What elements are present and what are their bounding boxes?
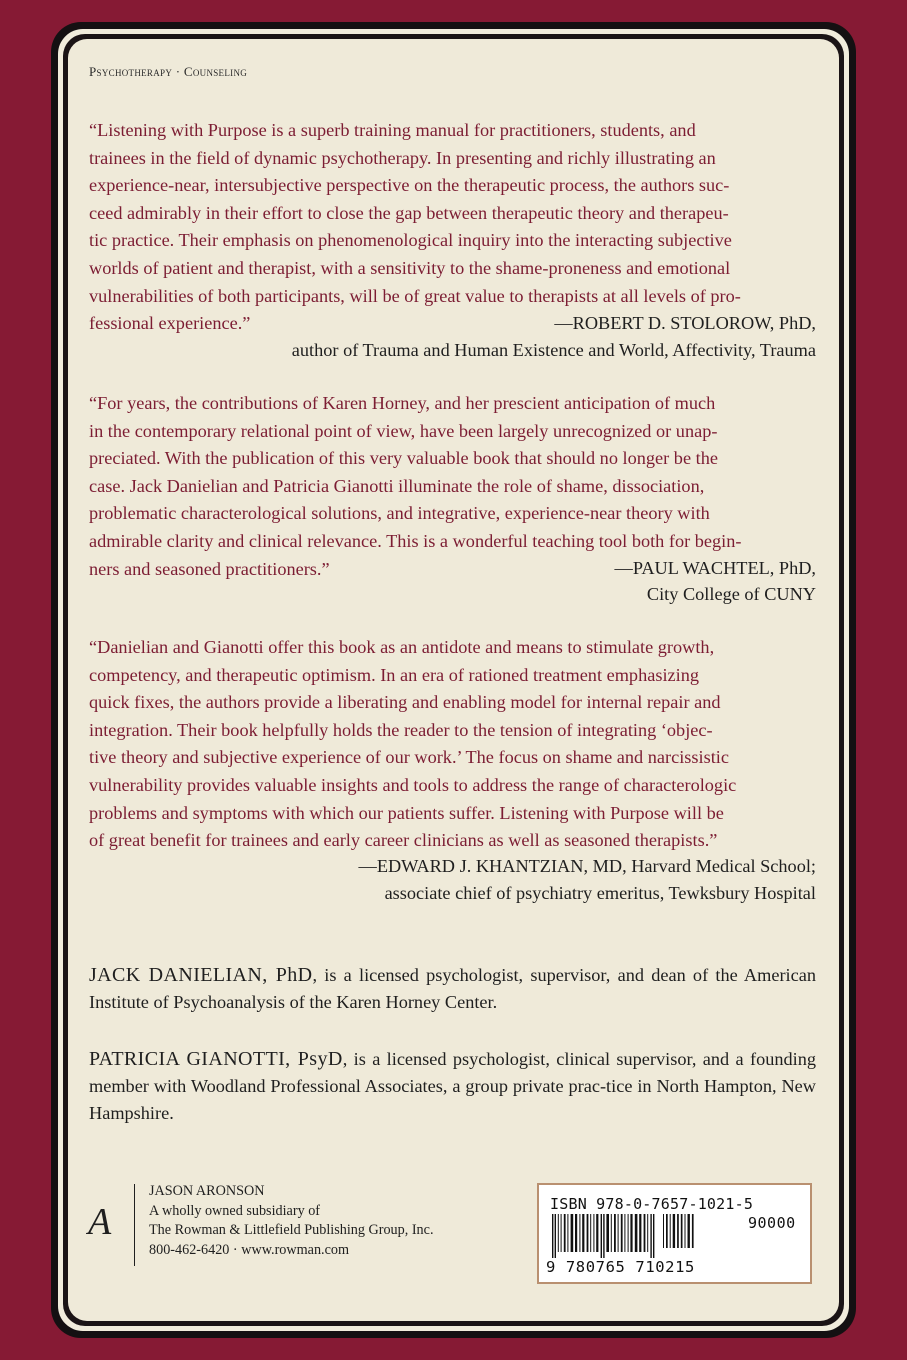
blurb-line: case. Jack Danielian and Patricia Gianotti illuminate the role of shame, dissociation,: [89, 475, 705, 496]
barcode-bar: [593, 1214, 594, 1252]
barcode-bar: [673, 1214, 675, 1248]
barcode-bar: [590, 1214, 591, 1252]
barcode-bar: [601, 1214, 602, 1258]
blurb-line: tive theory and subjective experience of our work.’ The focus on shame and narcissistic: [89, 747, 729, 768]
blurb-khantzian: [89, 634, 816, 855]
blurb-line: problems and symptoms with which our patients suffer. Listening with Purpose will be: [89, 802, 724, 823]
barcode-digits: 9 780765 710215: [546, 1258, 695, 1276]
blurb-line: vulnerabilities of both participants, will be of great value to therapists at all levels of pro-: [89, 285, 741, 306]
barcode-bar: [653, 1214, 654, 1258]
barcode-bar: [624, 1214, 625, 1252]
barcode-bar: [596, 1214, 598, 1252]
barcode-bar: [606, 1214, 609, 1252]
attribution-khantzian-name: —EDWARD J. KHANTZIAN, MD, Harvard Medical School;: [358, 856, 816, 876]
barcode-bar: [639, 1214, 641, 1252]
bio-name: PATRICIA GIANOTTI, PsyD: [89, 1048, 343, 1070]
blurb-line: trainees in the field of dynamic psychotherapy. In presenting and richly illustrating an: [89, 147, 716, 168]
attribution-stolorow-role: author of Trauma and Human Existence and World, Affectivity, Trauma: [291, 340, 816, 360]
barcode-bar: [571, 1214, 574, 1252]
publisher-info: [149, 1182, 434, 1260]
barcode-bar: [564, 1214, 566, 1252]
attribution-wachtel-role: City College of CUNY: [646, 584, 816, 604]
barcode-bar: [582, 1214, 584, 1252]
isbn-text: ISBN 978-0-7657-1021-5: [550, 1195, 754, 1213]
blurb-line: ners and seasoned practitioners.”: [89, 558, 330, 579]
barcode-bar: [630, 1214, 632, 1252]
category-label: [89, 64, 247, 80]
blurb-line: experience-near, intersubjective perspective on the therapeutic process, the authors suc-: [89, 175, 730, 196]
bio-name: JACK DANIELIAN, PhD: [89, 964, 313, 986]
blurb-stolorow: [89, 117, 816, 338]
barcode-bar: [621, 1214, 623, 1252]
barcode-bar: [555, 1214, 556, 1258]
barcode-bar: [644, 1214, 646, 1252]
barcode-bar: [603, 1214, 604, 1258]
blurb-line: tic practice. Their emphasis on phenomenological inquiry into the interacting subjective: [89, 230, 732, 251]
barcode-bar: [552, 1214, 553, 1258]
blurb-line: fessional experience.”: [89, 313, 251, 334]
barcode-bar: [688, 1214, 690, 1248]
blurb-line: worlds of patient and therapist, with a sensitivity to the shame-proneness and emotional: [89, 257, 731, 278]
blurb-line: preciated. With the publication of this very valuable book that should no longer be the: [89, 448, 718, 469]
blurb-line: “Listening with Purpose is a superb training manual for practitioners, students, and: [89, 120, 696, 140]
blurb-line: admirable clarity and clinical relevance. This is a wonderful teaching tool both for begin-: [89, 530, 742, 551]
blurb-line: in the contemporary relational point of view, have been largely unrecognized or unap-: [89, 420, 718, 441]
publisher-logo-icon: [86, 1200, 122, 1244]
bio-text: , is a licensed psychologist, supervisor, and dean of the American Institute of Psychoanalysis of the Karen Horney Center.: [89, 965, 817, 1012]
price-addon: 90000: [748, 1214, 796, 1232]
barcode-bar: [666, 1214, 668, 1248]
category-second: Counseling: [183, 64, 248, 79]
barcode-bar: [663, 1214, 664, 1248]
barcode-bar: [587, 1214, 589, 1252]
barcode-bar: [618, 1214, 619, 1252]
blurb-line: integration. Their book helpfully holds the reader to the tension of integrating ‘objec-: [89, 719, 713, 740]
barcode-bar: [681, 1214, 683, 1248]
publisher-logo-letter: A: [88, 1201, 112, 1243]
barcode-bar: [670, 1214, 671, 1248]
attribution-khantzian-role: associate chief of psychiatry emeritus, Tewksbury Hospital: [384, 883, 816, 903]
barcode-bar: [650, 1214, 651, 1258]
barcode-bars: [546, 1214, 804, 1258]
barcode-bar: [575, 1214, 577, 1252]
barcode-bar: [567, 1214, 568, 1252]
barcode-bar: [561, 1214, 562, 1252]
category-first: Psychotherapy: [89, 64, 173, 79]
publisher-name: JASON ARONSON: [149, 1183, 265, 1199]
publisher-line-3: The Rowman & Littlefield Publishing Group, Inc.: [149, 1222, 434, 1238]
barcode-bar: [628, 1214, 629, 1252]
bio-text: , is a licensed psychologist, clinical supervisor, and a founding member with Woodland Professional Associates, a group private prac-tice in North Hampton, New Hampshire.: [89, 1049, 816, 1123]
barcode-bar: [647, 1214, 648, 1252]
barcode-bar: [635, 1214, 638, 1252]
barcode-bar: [611, 1214, 612, 1252]
category-separator: ·: [172, 64, 184, 79]
barcode-bar: [685, 1214, 686, 1248]
barcode-bar: [558, 1214, 559, 1252]
blurb-line: problematic characterological solutions, and integrative, experience-near theory with: [89, 503, 710, 524]
bio-gianotti: [89, 1046, 816, 1127]
publisher-divider: [134, 1184, 135, 1266]
barcode-bar: [692, 1214, 694, 1248]
attribution-wachtel-name: —PAUL WACHTEL, PhD,: [614, 558, 816, 578]
blurb-line: vulnerability provides valuable insights and tools to address the range of characterologic: [89, 774, 737, 795]
bio-danielian: [89, 962, 816, 1016]
blurb-line: “For years, the contributions of Karen Horney, and her prescient anticipation of much: [89, 393, 716, 413]
barcode-bar: [677, 1214, 679, 1248]
blurb-line: “Danielian and Gianotti offer this book as an antidote and means to stimulate growth,: [89, 637, 715, 657]
blurb-line: quick fixes, the authors provide a liberating and enabling model for internal repair and: [89, 692, 721, 713]
blurb-line: of great benefit for trainees and early career clinicians as well as seasoned therapists.”: [89, 830, 718, 851]
barcode-bar: [614, 1214, 616, 1252]
barcode-bar: [579, 1214, 580, 1252]
publisher-line-4: 800-462-6420 · www.rowman.com: [149, 1241, 350, 1258]
blurb-line: competency, and therapeutic optimism. In an era of rationed treatment emphasizing: [89, 664, 699, 685]
attribution-stolorow-name: —ROBERT D. STOLOROW, PhD,: [554, 313, 816, 333]
blurb-line: ceed admirably in their effort to close the gap between therapeutic theory and therapeu-: [89, 202, 729, 223]
publisher-line-2: A wholly owned subsidiary of: [149, 1202, 321, 1219]
